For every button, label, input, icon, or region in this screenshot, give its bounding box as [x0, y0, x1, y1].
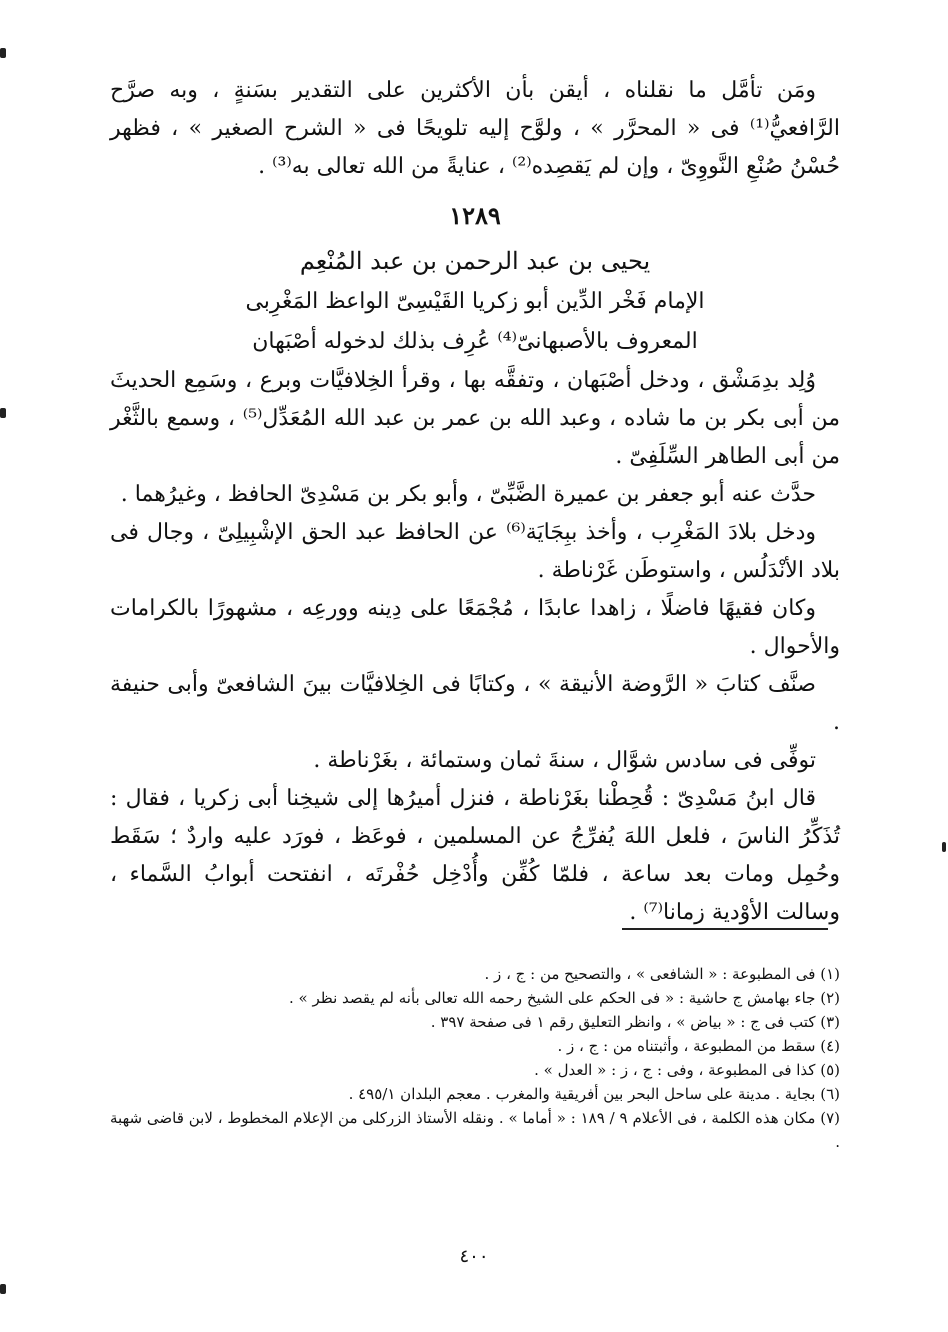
- paragraph-character: وكان فقيهًا فاضلًا ، زاهدا عابدًا ، مُجْمَعًا على دِينه وورعِه ، مشهورًا بالكرامات والأحوال .: [110, 596, 840, 659]
- margin-mark-right: [942, 842, 946, 852]
- footnote-5: (٥) كذا فى المطبوعة ، وفى : ج ، ز : « العدل » .: [534, 1061, 840, 1079]
- paragraph-travels: ودخل بلادَ المَغْرِب ، وأخذ ببِجَايَة⁽⁶⁾ عن الحافظ عبد الحق الإشْبِيلِىّ ، وجال فى بلاد الأنْدَلُس ، واستوطَن غَرْناطة .: [110, 520, 840, 583]
- margin-mark-middle: [0, 408, 6, 418]
- footnote-1: (١) فى المطبوعة : « الشافعى » ، والتصحيح من : ج ، ز .: [484, 965, 840, 983]
- entry-title-line: الإمام فَخْر الدِّين أبو زكريا القَيْسِىّ الواعظ المَغْرِبى: [245, 289, 705, 314]
- footnotes: [110, 962, 840, 1154]
- intro-paragraph: ومَن تأمَّل ما نقلناه ، أيقن بأن الأكثرين على التقدير بسَنةٍ ، وبه صرَّح الرَّافعيُّ⁽¹⁾ فى « المحرَّر » ، ولوَّح إليه تلويحًا فى « الشرح الصغير » ، فظهر حُسْنُ صُنْعِ النَّووِىّ ، وإن لم يَقصِده⁽²⁾ ، عنايةً من الله تعالى به⁽³⁾ .: [110, 78, 840, 179]
- paragraph-birth: وُلِد بدِمَشْق ، ودخل أصْبَهان ، وتفقَّه بها ، وقرأ الخِلافيَّات وبرع ، وسَمِع الحديثَ من أبى بكر بن ما شاده ، وعبد الله بن عمر بن عبد الله المُعَدِّل⁽⁵⁾ ، وسمع بالثَّغْر من أبى الطاهر السِّلَفِىّ .: [110, 368, 840, 469]
- paragraph-works: صنَّف كتابَ « الرَّوضة الأنيقة » ، وكتابًا فى الخِلافيَّات بينَ الشافعىّ وأبى حنيفة .: [110, 672, 840, 735]
- page-body: [110, 72, 840, 932]
- footnote-6: (٦) بجاية . مدينة على ساحل البحر بين أفريقية والمغرب . معجم البلدان ٤٩٥/١ .: [348, 1085, 840, 1103]
- entry-number: ١٢٨٩: [449, 201, 501, 230]
- page-number: ٤٠٠: [459, 1246, 489, 1267]
- footnote-3: (٣) كتب فى ج : « بياض » ، وانظر التعليق رقم ١ فى صفحة ٣٩٧ .: [430, 1013, 840, 1031]
- footnote-separator: [622, 928, 828, 930]
- footnote-4: (٤) سقط من المطبوعة ، وأثبتناه من : ج ، ز .: [557, 1037, 840, 1055]
- footnote-7: (٧) مكان هذه الكلمة ، فى الأعلام ٩ / ١٨٩ : « أماما » . ونقله الأستاذ الزركلى من الإعلام المخطوط ، لابن قاضى شهبة .: [110, 1109, 840, 1151]
- paragraph-narrators: حدَّث عنه أبو جعفر بن عميرة الضَّبِّىّ ، وأبو بكر بن مَسْدِىّ الحافظ ، وغيرُهما .: [120, 482, 816, 507]
- paragraph-death: توفِّى فى سادس شوَّال ، سنةَ ثمان وستمائة ، بغَرْناطة .: [313, 748, 816, 773]
- margin-mark-bottom: [0, 1284, 6, 1294]
- paragraph-anecdote: قال ابنُ مَسْدِىّ : قُحِطْنا بغَرْناطة ، فنزل أميرُها إلى شيخِنا أبى زكريا ، فقال : تُذَكِّرُ الناسَ ، فلعل اللهَ يُفرِّجُ عن المسلمين ، فوعَظ ، فورَد عليه واردٌ ؛ سَقَط وحُمِل ومات بعد ساعة ، فلمّا كُفِّن وأُدْخِل حُفْرتَه ، انفتحت أبوابُ السَّماء ، وسالت الأوْدية زمانا⁽⁷⁾ .: [110, 786, 840, 925]
- footnote-2: (٢) جاء بهامش ج حاشية : « فى الحكم على الشيخ رحمه الله تعالى بأنه لم يقصد نظر » .: [289, 989, 840, 1007]
- entry-known-as: المعروف بالأصبهانىّ⁽⁴⁾ عُرِف بذلك لدخوله أصْبَهان: [252, 329, 698, 354]
- margin-mark-top: [0, 48, 6, 58]
- entry-name: يحيى بن عبد الرحمن بن عبد المُنْعِم: [299, 247, 651, 275]
